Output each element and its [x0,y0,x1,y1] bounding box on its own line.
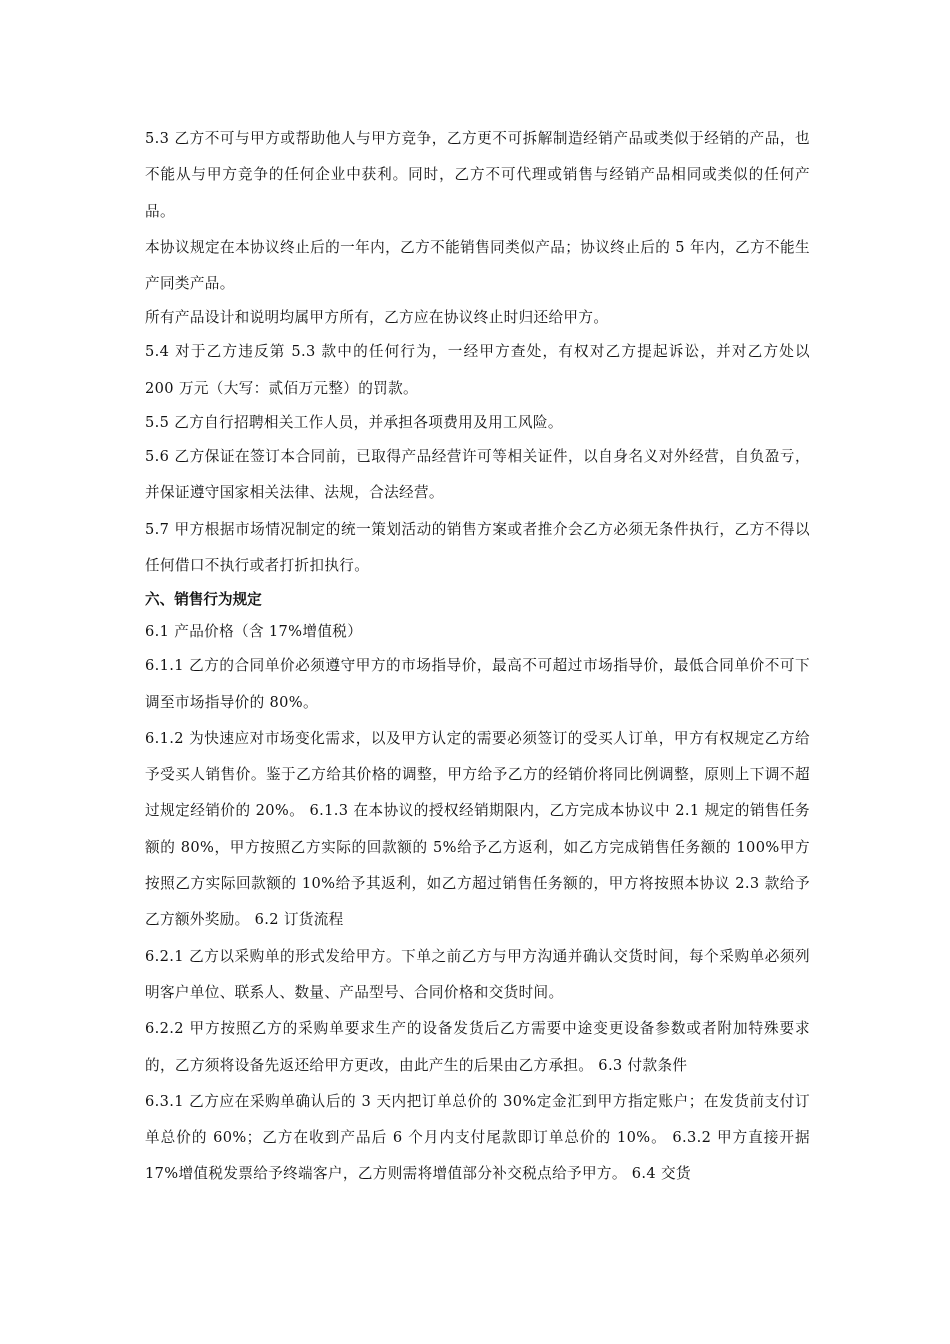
clause-6-2-2: 6.2.2 甲方按照乙方的采购单要求生产的设备发货后乙方需要中途变更设备参数或者附加特殊要求的，乙方须将设备先返还给甲方更改，由此产生的后果由乙方承担。 6.3 付款条件 [145,1020,810,1074]
clause-6-1: 6.1 产品价格（含 17%增值税） [145,623,363,641]
clause-6-1-1: 6.1.1 乙方的合同单价必须遵守甲方的市场指导价，最高不可超过市场指导价，最低合同单价不可下调至市场指导价的 80%。 [145,657,810,711]
document-page [145,121,810,1193]
clause-6-2-1: 6.2.1 乙方以采购单的形式发给甲方。下单之前乙方与甲方沟通并确认交货时间，每个采购单必须列明客户单位、联系人、数量、产品型号、合同价格和交货时间。 [145,947,810,1001]
noncompete-paragraph: 本协议规定在本协议终止后的一年内，乙方不能销售同类似产品；协议终止后的 5 年内，乙方不能生产同类产品。 [145,238,810,293]
clause-5-3: 5.3 乙方不可与甲方或帮助他人与甲方竞争，乙方更不可拆解制造经销产品或类似于经销的产品，也不能从与甲方竞争的任何企业中获利。同时，乙方不可代理或销售与经销产品相同或类似的任何产品。 [145,130,810,220]
clause-5-6: 5.6 乙方保证在签订本合同前，已取得产品经营许可等相关证件，以自身名义对外经营，自负盈亏，并保证遵守国家相关法律、法规，合法经营。 [145,448,810,502]
section-heading: 六、销售行为规定 [145,591,262,609]
clause-6-3-1: 6.3.1 乙方应在采购单确认后的 3 天内把订单总价的 30%定金汇到甲方指定账户；在发货前支付订单总价的 60%；乙方在收到产品后 6 个月内支付尾款即订单总价的 10%。 6.3.2 甲方直接开据 17%增值税发票给予终端客户，乙方则需将增值部分补交税点给予甲方。 6.4 交货 [145,1092,810,1183]
design-ownership-paragraph: 所有产品设计和说明均属甲方所有，乙方应在协议终止时归还给甲方。 [145,309,609,327]
clause-5-7: 5.7 甲方根据市场情况制定的统一策划活动的销售方案或者推介会乙方必须无条件执行，乙方不得以任何借口不执行或者打折扣执行。 [145,520,810,574]
clause-5-5: 5.5 乙方自行招聘相关工作人员，并承担各项费用及用工风险。 [145,414,563,432]
clause-6-1-2: 6.1.2 为快速应对市场变化需求，以及甲方认定的需要必须签订的受买人订单，甲方有权规定乙方给予受买人销售价。鉴于乙方给其价格的调整，甲方给予乙方的经销价将同比例调整，原则上下调不超过规定经销价的 20%。 6.1.3 在本协议的授权经销期限内，乙方完成本协议中 2.1 规定的销售任务额的 80%，甲方按照乙方实际的回款额的 5%给予乙方返利，如乙方完成销售任务额的 100%甲方按照乙方实际回款额的 10%给予其返利，如乙方超过销售任务额的，甲方将按照本协议 2.3 款给予乙方额外奖励。 6.2 订货流程 [145,729,810,929]
clause-5-4: 5.4 对于乙方违反第 5.3 款中的任何行为，一经甲方查处，有权对乙方提起诉讼，并对乙方处以 200 万元（大写：贰佰万元整）的罚款。 [145,343,810,397]
